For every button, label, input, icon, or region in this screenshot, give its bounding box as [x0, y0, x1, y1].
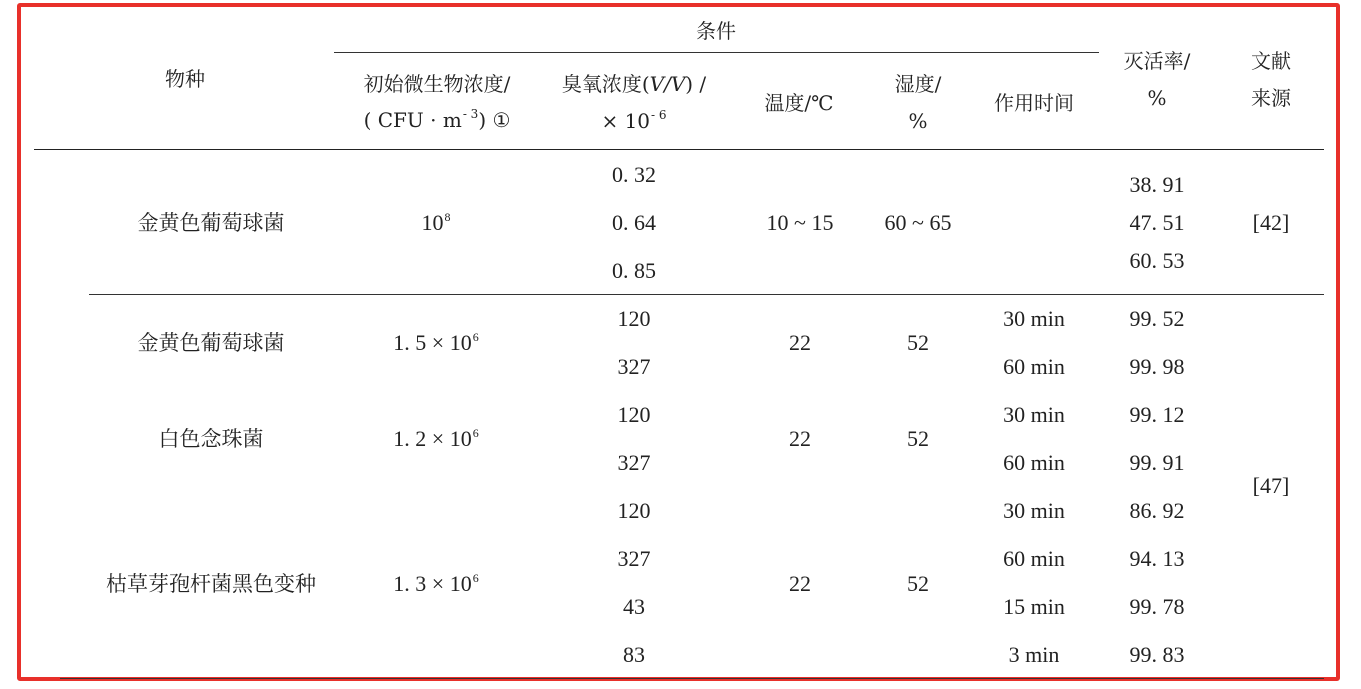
group2-a-initial-conc: 1. $5 \times 10^6$ [393, 330, 479, 355]
header-initial-conc-line1: 初始微生物浓度/ [363, 72, 511, 96]
header-bottom-rule [34, 149, 1324, 150]
group2-c-row2-duration: 60 min [1003, 546, 1065, 571]
group2-a-row2-ozone: 327 [617, 354, 651, 379]
group2-a-humidity: 52 [907, 330, 929, 355]
group2-b-species: 白色念珠菌 [158, 427, 264, 451]
group2-c-row2-ozone: 327 [617, 546, 651, 571]
group2-c-row4-inactivation: 99. 83 [1129, 642, 1185, 667]
group2-b-row1-duration: 30 min [1003, 402, 1065, 427]
group2-a-temperature: 22 [789, 330, 811, 355]
header-temperature: 温度/℃ [764, 91, 834, 115]
header-species: 物种 [165, 67, 205, 91]
conditions-rule [334, 52, 1099, 53]
group1-temperature: 10 ~ 15 [766, 210, 834, 235]
group2-b-row1-inactivation: 99. 12 [1129, 402, 1185, 427]
group2-c-initial-conc: 1. $3 \times 10^6$ [393, 571, 479, 596]
group2-b-temperature: 22 [789, 426, 811, 451]
group2-b-row2-ozone: 327 [617, 450, 651, 475]
group2-b-row2-duration: 60 min [1003, 450, 1065, 475]
header-conditions: 条件 [696, 19, 736, 43]
header-reference-line2: 来源 [1251, 86, 1291, 110]
group2-reference: [47] [1252, 473, 1290, 498]
group2-c-row3-inactivation: 99. 78 [1129, 594, 1185, 619]
header-initial-conc-line2: ( CFU · $m^{- 3}$) ① [363, 107, 511, 132]
header-inactivation-line1: 灭活率/ [1123, 49, 1191, 73]
group2-c-row4-duration: 3 min [1008, 642, 1060, 667]
header-inactivation-line2: % [1147, 86, 1167, 110]
group-separator-rule [89, 294, 1324, 295]
group1-inactivation-1: 38. 91 [1129, 172, 1185, 197]
group1-initial-conc: $10^8$ [421, 210, 451, 235]
group2-b-initial-conc: 1. $2 \times 10^6$ [393, 426, 479, 451]
group2-c-species: 枯草芽孢杆菌黑色变种 [106, 572, 316, 596]
header-humidity-line2: % [908, 109, 928, 133]
header-reference-line1: 文献 [1251, 49, 1291, 73]
header-ozone-line2: × $10^{- 6}$ [601, 108, 667, 133]
header-humidity-line1: 湿度/ [894, 72, 942, 96]
group2-c-temperature: 22 [789, 571, 811, 596]
group2-c-row2-inactivation: 94. 13 [1129, 546, 1185, 571]
group1-ozone-1: 0. 32 [612, 162, 656, 187]
group2-a-row2-inactivation: 99. 98 [1129, 354, 1185, 379]
group2-c-row3-duration: 15 min [1003, 594, 1065, 619]
table-bottom-rule [60, 678, 1324, 679]
group2-a-row1-duration: 30 min [1003, 306, 1065, 331]
group1-inactivation-2: 47. 51 [1129, 210, 1185, 235]
group2-c-humidity: 52 [907, 571, 929, 596]
group1-inactivation-3: 60. 53 [1129, 248, 1185, 273]
group1-humidity: 60 ~ 65 [884, 210, 952, 235]
group2-b-row2-inactivation: 99. 91 [1129, 450, 1185, 475]
group1-reference: [42] [1252, 210, 1290, 235]
group2-a-row2-duration: 60 min [1003, 354, 1065, 379]
group2-c-row1-inactivation: 86. 92 [1129, 498, 1185, 523]
header-duration: 作用时间 [994, 91, 1074, 115]
group2-a-row1-inactivation: 99. 52 [1129, 306, 1185, 331]
group2-c-row3-ozone: 43 [623, 594, 645, 619]
group1-ozone-2: 0. 64 [612, 210, 656, 235]
group1-species: 金黄色葡萄球菌 [137, 211, 285, 235]
group2-b-row1-ozone: 120 [617, 402, 651, 427]
group2-a-row1-ozone: 120 [617, 306, 651, 331]
group2-c-row1-ozone: 120 [617, 498, 651, 523]
group2-c-row4-ozone: 83 [623, 642, 645, 667]
group2-b-humidity: 52 [907, 426, 929, 451]
group1-ozone-3: 0. 85 [612, 258, 656, 283]
group2-a-species: 金黄色葡萄球菌 [137, 331, 285, 355]
group2-c-row1-duration: 30 min [1003, 498, 1065, 523]
header-ozone-line1: 臭氧浓度(V/V) / [561, 72, 707, 96]
